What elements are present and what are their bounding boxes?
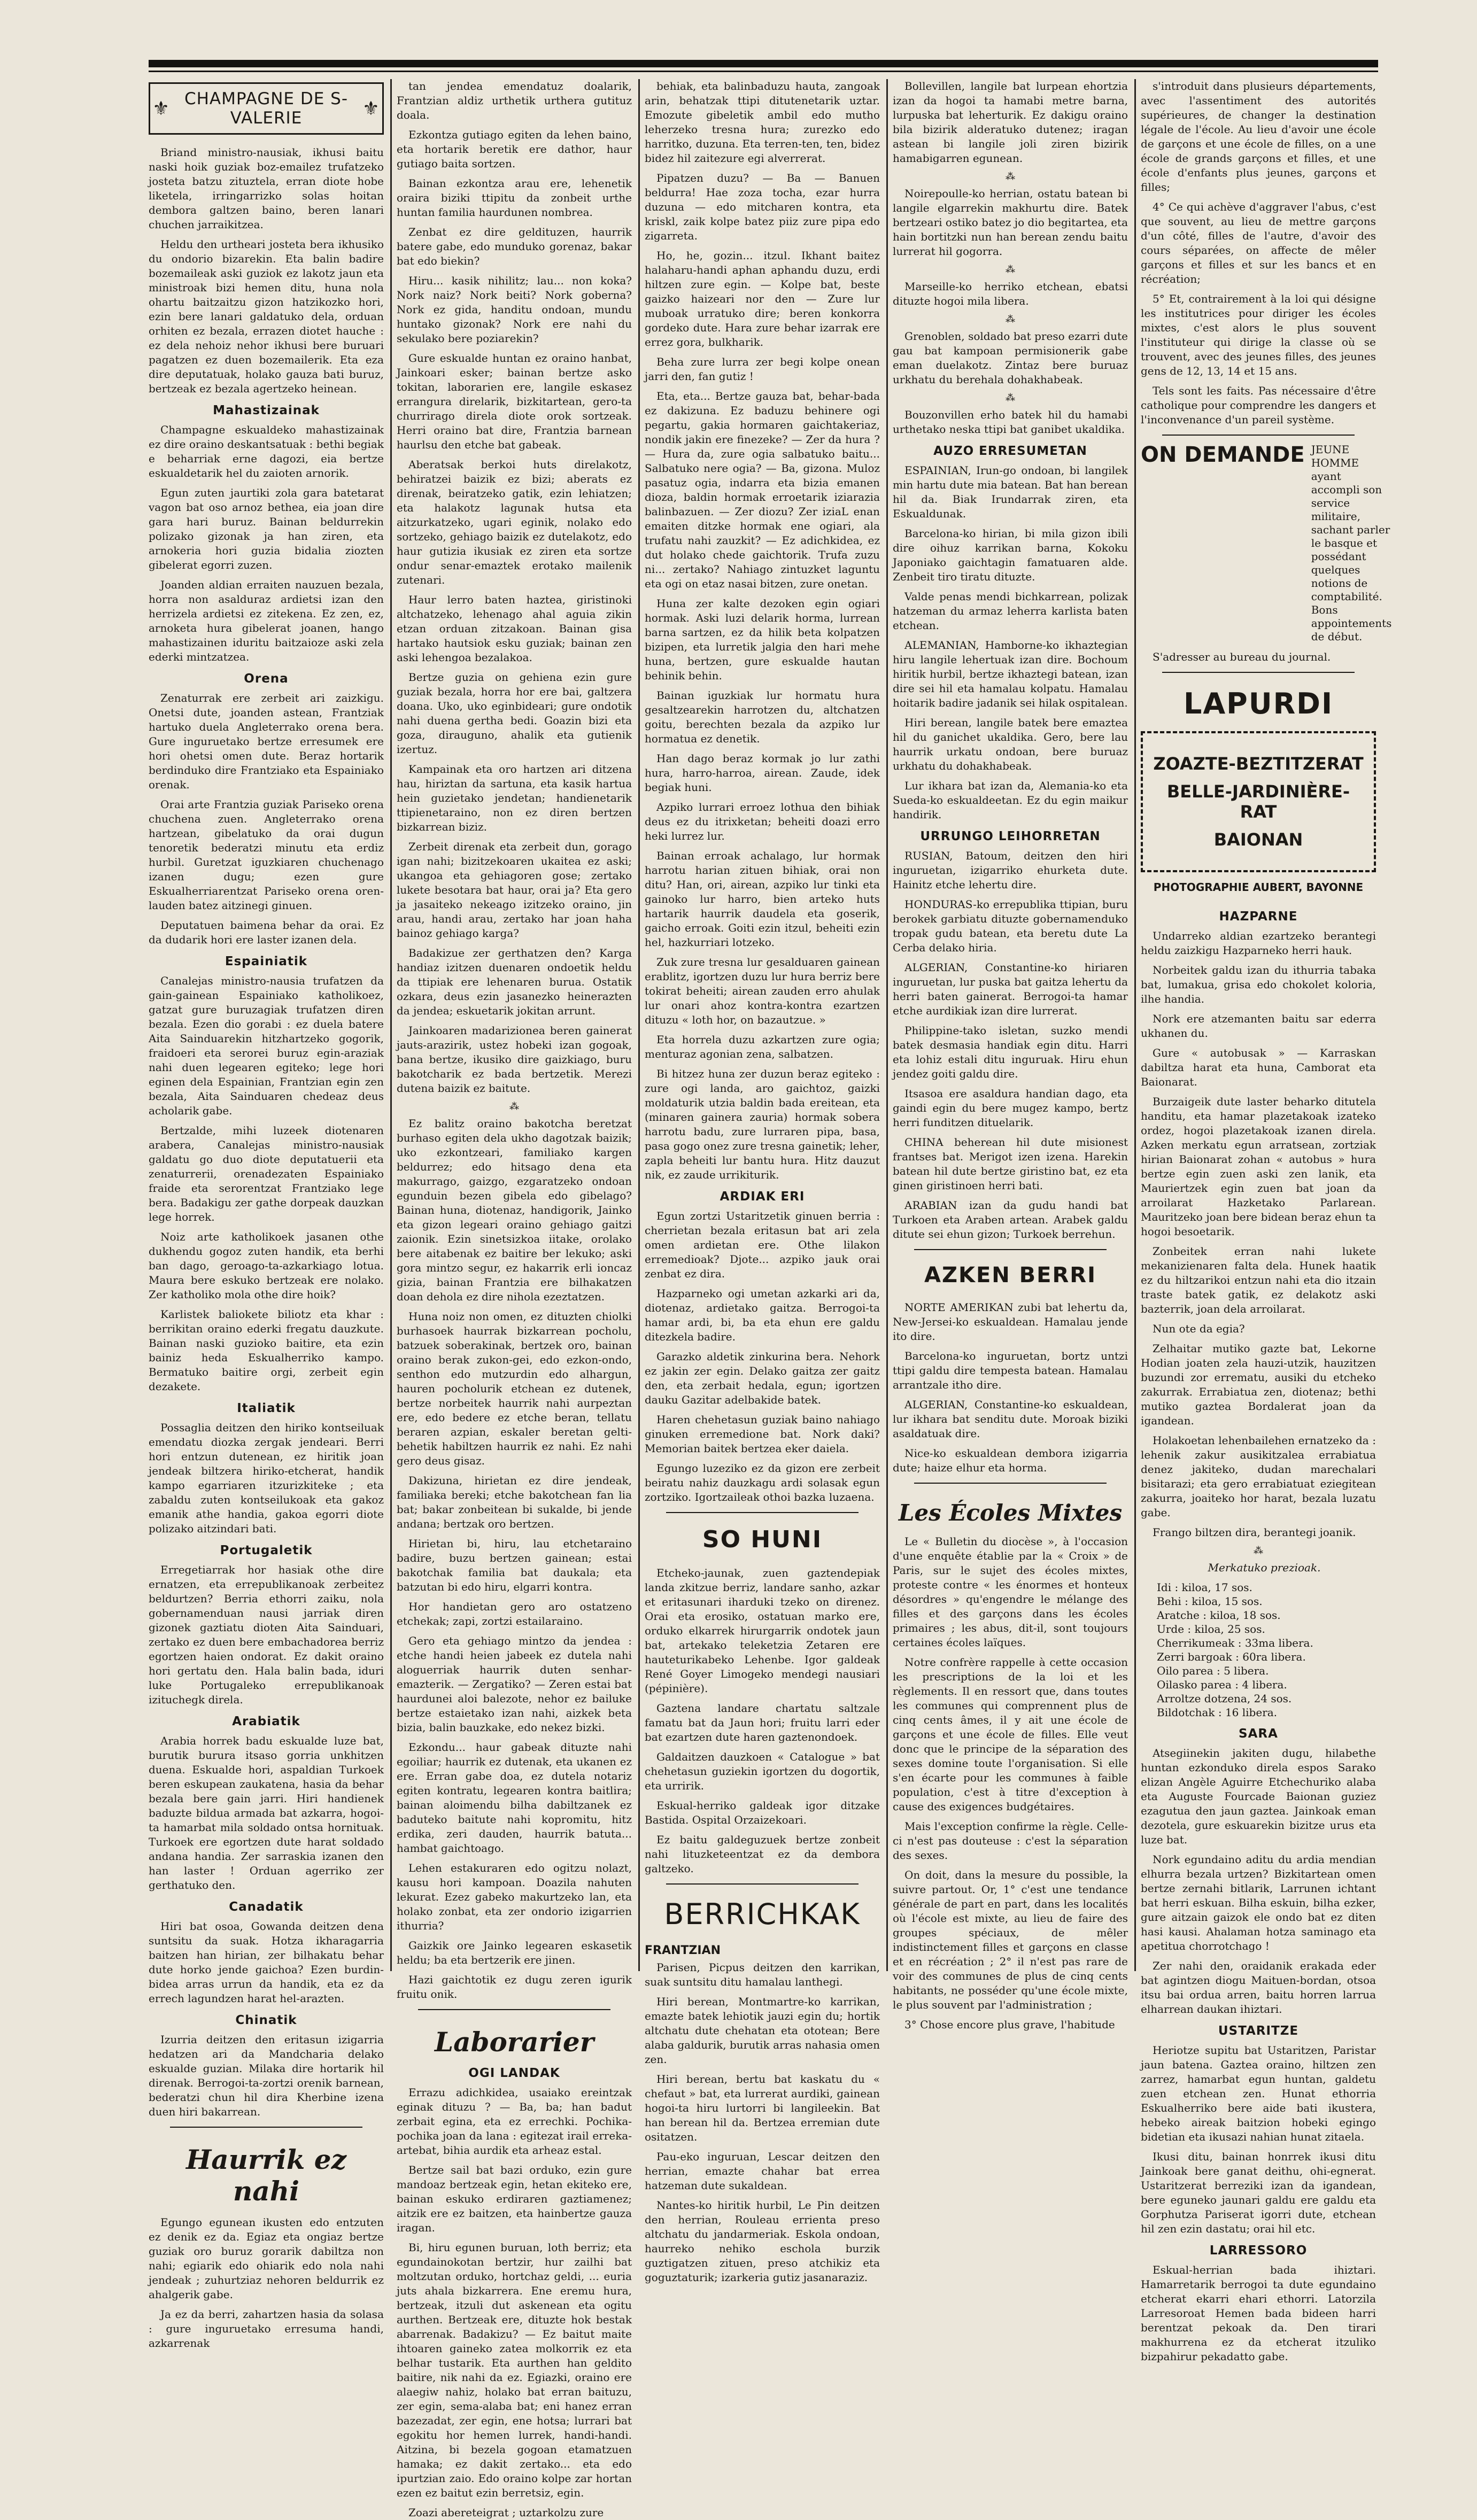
article-paragraph: Arabia horrek badu eskualde luze bat, burutik burura itsaso gorria unkhitzen duena. Eskualde hori, aspaldian Turkoek beren eskupean zaukatena, hasia da behar bezala bere gain jarri. Hiri handienek baduzte bildua armada bat azkarra, hogoi-ta hamarbat mila soldado ontsa hornituak. Turkoek ere egortzen dute harat soldado andana handia. Zer sarraskia izanen den han laster ! Orduan agerriko zer gerthatuko den. xyxy=(149,1734,384,1891)
fleur-de-lis-icon: ⚜ xyxy=(362,97,380,120)
article-paragraph: Bainan iguzkiak lur hormatu hura gesaltzearekin harrotzen du, altchatzen goitu, berechten bezala da azpiko lur hormatua ez denetik. xyxy=(645,689,880,745)
article-paragraph: ARABIAN izan da gudu handi bat Turkoen eta Araben artean. Arabek galdu ditute sei ehun gizon; Turkoek berrehun. xyxy=(893,1199,1128,1240)
article-paragraph: ESPAINIAN, Irun-go ondoan, bi langilek min hartu dute mia batean. Bat han berean hil da. Biak Irundarrak ziren, eta Eskualdunak. xyxy=(893,464,1128,520)
price-row: Oilo parea : 5 libera. xyxy=(1157,1664,1269,1677)
article-paragraph: Hiri berean, Montmartre-ko karrikan, emazte batek lehiotik jauzi egin du; hortik altchatu dute chehatan eta ototean; Bere alaba galdurik, burutik arras nahasia omen zen. xyxy=(645,1995,880,2066)
newspaper-page xyxy=(149,60,1392,2519)
article-paragraph: Hiri berean, bertu bat kaskatu du « chefaut » bat, eta lurrerat aurdiki, gainean hogoi-ta hiru lurtorri bi langileekin. Bat han berean hil da. Bertzea erremian dute ositatzen. xyxy=(645,2073,880,2143)
article-paragraph: Bertze guzia on gehiena ezin gure guziak bezala, horra hor ere bai, galtzera doana. Uko, uko eginbideari; gure ondotik nahi duena gertha bedi. Goazin bizi eta goza, dirauguno, ahalik eta gutienik izertuz. xyxy=(397,671,632,756)
classified-ad-on-demande xyxy=(1141,443,1392,643)
asterism-divider: ⁂ xyxy=(1254,1545,1263,1556)
article-paragraph: Huna noiz non omen, ez dituzten chiolki burhasoek haurrak bizkarrean pocholu, batzuek soberakinak, bertzek oro, bainan oraino berak zukon-gei, edo ezkon-ondo, senthon edo mutzurdin edo alhargun, hauren pocholurik etchean ez dutenek, bertze norbeitek haurrik nahi aurpeztan ere, edo bedere ez etche beran, tellatu beraren azpian, eskaler beretan gelti-behetik habiltzen haurrik ez nahi. Ez nahi gero deus gisaz. xyxy=(397,1310,632,1467)
article-paragraph: Zerbeit direnak eta zerbeit dun, gorago igan nahi; bizitzekoaren ukaitea ez aski; ukangoa eta gehiagoren gose; zertako lukete besotara bat haur, orai ja? Eta gero ja jasaiteko nekeago izitzeko oraino, jin arau, handi arau, zertako har joan haha bainoz gehiago karga? xyxy=(397,840,632,940)
divider-line xyxy=(914,1249,1107,1250)
article-paragraph: 3° Chose encore plus grave, l'habitude xyxy=(904,2018,1115,2031)
section-heading: HAZPARNE xyxy=(1219,910,1298,924)
column-5 xyxy=(1141,79,1392,2363)
article-paragraph: Notre confrère rappelle à cette occasion les prescriptions de la loi et les règlements. Il en ressort que, dans toutes les communes qui comprennent plus de cinq cents âmes, il y ait une école de garçons et une école de filles. Elle veut donc que le principe de la séparation des sexes domine toute l'organisation. Si elle s'en écarte pour les communes à faible population, c'est à titre d'exception à cause des exigences budgétaires. xyxy=(893,1656,1128,1813)
section-heading: Mahastizainak xyxy=(213,404,320,417)
article-paragraph: Ezkontza gutiago egiten da lehen baino, eta hortarik beretik ere dathor, haur gutiago baita sortzen. xyxy=(397,128,632,170)
article-paragraph: Parisen, Picpus deitzen den karrikan, suak suntsitu ditu hamalau lanthegi. xyxy=(645,1961,880,1988)
article-paragraph: Hazparneko ogi umetan azkarki ari da, diotenaz, ardietako gaitza. Berrogoi-ta hamar ardi, bi, ba eta ehun ere galdu ditezkela badire. xyxy=(645,1287,880,1343)
article-paragraph: Orai arte Frantzia guziak Pariseko orena chuchena zuen. Angleterrako orena hartzean, gibelatuko da orai dugun tenoretik bederatzi minutu eta erdiz hurbil. Guretzat iguzkiaren chuchenago izanen dugu; ezen gure Eskualherriarentzat Pariseko orena oren-lauden batez aitzinegi ginuen. xyxy=(149,798,384,912)
article-paragraph: Philippine-tako isletan, suzko mendi batek desmasia handiak egin ditu. Harri eta lohiz estali ditu inguruak. Hiru ehun jendez goiti galdu dire. xyxy=(893,1024,1128,1080)
article-paragraph: Erregetiarrak hor hasiak othe dire ernatzen, eta errepublikanoak zerbeitez beldurtzen? Berria ethorri zaiku, nola gobernamenduan nausi jarriak diren gizonek gaztiatu dioten Aita Sainduari, zertako ez duen bere embachadorea berriz egortzen haien ondorat. Ez dakit oraino hori gertatu den. Hala balin bada, iduri luke Portugaleko errepublikanoak izituchegk direla. xyxy=(149,1563,384,1706)
article-paragraph: Ja ez da berri, zahartzen hasia da solasa : gure inguruetako erresuma handi, azkarrenak xyxy=(149,2308,384,2350)
article-paragraph: CHINA beherean hil dute misionest frantses bat. Merigot izen izena. Harekin batean hil dute bertze giristino bat, ez eta ginen giristinoen herri bati. xyxy=(893,1136,1128,1192)
article-paragraph: Bertzalde, mihi luzeek diotenaren arabera, Canalejas ministro-nausiak galdatu go duo diote deputatuerii eta zenaturrerii, orenadezaten Espainiako fraide eta serorentzat Frantziako lege bera. Badakigu zer gathe dorpeak dauzkan lege horrek. xyxy=(149,1124,384,1223)
ad-line: BAIONAN xyxy=(1213,829,1303,850)
article-paragraph: Atsegiinekin jakiten dugu, hilabethe huntan ezkonduko direla espos Sarako elizan Angèle Aguirre Etchechuriko alaba eta Auguste Fourcade Baionan guziez ezagutua den jaun gaztea. Jainkoak eman dezotela, gure eskuarekin bizitze urus eta luze bat. xyxy=(1141,1747,1376,1846)
price-row: Zerri bargoak : 60ra libera. xyxy=(1157,1650,1306,1663)
article-paragraph: Egun zortzi Ustaritzetik ginuen berria : cherrietan bezala eritasun bat ari zela omen ardietan ere. Othe lilakon erremedioak? Djote... azpiko jauk orai zenbat ez dira. xyxy=(645,1209,880,1280)
article-paragraph: Hazi gaichtotik ez dugu zeren igurik fruitu onik. xyxy=(397,1973,632,2001)
price-row: Bildotchak : 16 libera. xyxy=(1157,1706,1278,1719)
article-paragraph: Hiri berean, langile batek bere emaztea hil du ganichet ukaldika. Gero, bere lau haurrik urkatu ondoan, bere buruaz urkhatu du dohakhabeak. xyxy=(893,716,1128,772)
article-paragraph: 5° Et, contrairement à la loi qui désigne les institutrices pour diriger les écoles mixtes, c'est alors le plus souvent l'instituteur qui dirige la classe où se trouvent, avec des jeunes filles, des jeunes gens de 12, 13, 14 et 15 ans. xyxy=(1141,292,1376,377)
article-paragraph: Nice-ko eskualdean dembora izigarria dute; haize elhur eta horma. xyxy=(893,1447,1128,1474)
article-paragraph: Gaztena landare chartatu saltzale famatu bat da Jaun hori; fruitu larri eder bat ezartzen dute haren gaztenondoek. xyxy=(645,1702,880,1743)
section-heading: Italiatik xyxy=(237,1401,296,1415)
article-paragraph: Grenoblen, soldado bat preso ezarri dute gau bat kampoan permisionerik gabe eman duelakotz. Zintaz bere buruaz urkhatu du berehala dohakhabeak. xyxy=(893,330,1128,386)
article-paragraph: Zer nahi den, oraidanik erakada eder bat agintzen diogu Maituen-bordan, otsoa itsu bai ordua arren, baitu horren larrua elharrean daukan ihiztari. xyxy=(1141,1959,1376,2015)
article-paragraph: Zoazi abereteigrat ; uztarkolzu zure xyxy=(408,2506,604,2519)
article-paragraph: Possaglia deitzen den hiriko kontseiluak emendatu diozka zergak jendeari. Berri hori entzun dutenean, ez hiritik joan jendeak biltzera hiriko-etcherat, handik kampo egarriaren itzurizkiteke ; eta zabaldu zuten kontseilukoak eta gakoz emanik athe handia, gakoa egorri diote polizako aitzindari bati. xyxy=(149,1421,384,1535)
article-paragraph: Badakizue zer gerthatzen den? Karga handiaz izitzen duenaren ondoetik heldu da ttipiak ere lehenaren burua. Ostatik ozkara, deus ezin jasanezko heinerazten da jendea; eskuetarik jokitan arrunt. xyxy=(397,947,632,1017)
article-paragraph: Nun ote da egia? xyxy=(1153,1322,1245,1335)
so-huni-title: SO HUNI xyxy=(702,1526,823,1553)
article-paragraph: Eskual-herrian bada ihiztari. Hamarretarik berrogoi ta dute egundaino etcherat ekarri ehari ethorri. Latorzila Larresoroat Hemen bada bideen harri berentzat pekoak da. Den tirari makhurrena ez da etcherat itzuliko bizpahirur pekadatto gabe. xyxy=(1141,2263,1376,2363)
column-3 xyxy=(645,79,880,2284)
article-paragraph: Nantes-ko hiritik hurbil, Le Pin deitzen den herrian, Rouleau errienta preso altchatu du jandarmeriak. Eskola ondoan, haurreko nehiko eschola burzik guztigatzen zituen, preso atchikiz eta goguztaturik; izarkeria gutiz jasanaraziz. xyxy=(645,2199,880,2284)
article-paragraph: Zelhaitar mutiko gazte bat, Lekorne Hodian joaten zela hauzi-utzik, hauzitzen buzundi zor errematu, ausiki du etcheko zakurrak. Errabiatua zen, diotenaz; bethi mutiko gaztea Bordalerat joan da igandean. xyxy=(1141,1342,1376,1427)
on-demande-title: ON DEMANDE xyxy=(1141,443,1305,467)
asterism-divider: ⁂ xyxy=(1006,392,1015,404)
article-paragraph: ALGERIAN, Constantine-ko hiriaren inguruetan, lur puska bat gaitza lehertu da herri baten gainerat. Berrogoi-ta hamar etche aurdikiak izan dire lurrerat. xyxy=(893,961,1128,1017)
column-separator xyxy=(886,79,888,1971)
article-paragraph: Joanden aldian erraiten nauzuen bezala, horra non asalduraz ardietsi izan den herrizela ardietsi ez zitekena. Ez zen, ez, arnoketa hura gibelerat joanen, hango mahastizainen iduritu baitzaioze aski zela ederki mintzatzea. xyxy=(149,578,384,663)
article-paragraph: Gaizkik ore Jainko legearen eskasetik heldu; ba eta bertzerik ere jinen. xyxy=(397,1939,632,1966)
article-paragraph: Huna zer kalte dezoken egin ogiari hormak. Aski luzi delarik horma, lurrean barna sartzen, ez da hilik beta kolpatzen bizipen, eta lurretik jalgia den hari mehe huna, bertzen, gure eskualde hautan behinik behin. xyxy=(645,597,880,682)
article-paragraph: Ikusi ditu, bainan honrrek ikusi ditu Jainkoak bere ganat deithu, ohi-egnerat. Ustaritzerat berreziki izan da igandean, bere eguneko jaunari galdu ere galdu eta Gorphutza Pariserat igorri dute, etchean hil zen ezin dastatu; orai hil etc. xyxy=(1141,2150,1376,2235)
article-paragraph: Champagne eskualdeko mahastizainak ez dire oraino deskantsatuak : bethi begiak e beharriak erne dagozi, eia bertze eskualdetarik hel du zaioten arnorik. xyxy=(149,423,384,479)
article-paragraph: Ezkondu... haur gabeak dituzte nahi egoiliar; haurrik ez dutenak, eta ukanen ez ere. Erran gabe doa, ez dutela notariz egiten kontratu, legearen kontra baitlira; bainan aloimendu bilha dabiltzanek ez baduteko baitute nahi kopromitu, hitz erdika, zeri dauden, haurrik batuta... hambat gaichtoago. xyxy=(397,1741,632,1855)
section-heading: ARDIAK ERI xyxy=(720,1190,805,1204)
article-paragraph: Dakizuna, hirietan ez dire jendeak, familiaka bereki; etche bakotchean fan lia bat; bakar zonbeitean bi sukalde, bi jende andana; bertzak oro bertzen. xyxy=(397,1474,632,1530)
article-paragraph: Norbeitek galdu izan du ithurria tabaka bat, lumakua, grisa edo chokolet koloria, ilhe handia. xyxy=(1141,964,1376,1005)
article-paragraph: Eta horrela duzu azkartzen zure ogia; menturaz agonian zena, salbatzen. xyxy=(645,1033,880,1060)
article-paragraph: Frango biltzen dira, berantegi joanik. xyxy=(1153,1526,1356,1539)
price-row: Arroltze dotzena, 24 sos. xyxy=(1157,1692,1292,1705)
section-heading: Chinatik xyxy=(235,2013,297,2027)
column-1 xyxy=(149,79,384,2350)
article-paragraph: Tels sont les faits. Pas nécessaire d'être catholique pour comprendre les dangers et l'inconvenance d'un pareil système. xyxy=(1141,384,1376,426)
article-paragraph: Han dago beraz kormak jo lur zathi hura, harro-harroa, airean. Zaude, idek begiak huni. xyxy=(645,752,880,794)
section-heading: LARRESSORO xyxy=(1209,2244,1308,2258)
article-paragraph: Bollevillen, langile bat lurpean ehortzia izan da hogoi ta hamabi metre barna, lurpuska bat leherturik. Ez dakigu oraino bila bizirik alderatuko dutenez; iragan astean bi langile joli ziren bizirik hamabigarren egunean. xyxy=(893,80,1128,165)
article-paragraph: Itsasoa ere asaldura handian dago, eta gaindi egin du bere mugez kampo, bertz herri funditzen dituelarik. xyxy=(893,1087,1128,1129)
article-paragraph: Egun zuten jaurtiki zola gara batetarat vagon bat oso arnoz bethea, eia joan dire gara hari buruz. Bainan beldurrekin polizako gizonak ja han ziren, eta arnokeria hori guzia bidalia ziozten gibelerat egorri zuzen. xyxy=(149,486,384,571)
article-paragraph: Ho, he, gozin... itzul. Ikhant baitez halaharu-handi aphan aphandu duzu, erdi hiltzen zure egin. — Kolpe bat, beste gaizko haizeari nor den — Zure lur muboak urratuko dire; beren konkorra gordeko dute. Hara zure behar izarrak ere errez gora, bulkharik. xyxy=(645,249,880,348)
divider-line xyxy=(1162,672,1355,673)
belle-jardiniere-ad xyxy=(1141,731,1376,872)
article-paragraph: Noiz arte katholikoek jasanen othe dukhendu gogoz zuten handik, eta berhi ban dago, geroago-ta-azkarkiago lotua. Maura bere eskuko bertzeak ere nolako. Zer katholiko mola othe dire hoik? xyxy=(149,1230,384,1301)
article-paragraph: NORTE AMERIKAN zubi bat lehertu da, New-Jersei-ko eskualdean. Hamalau jende ito dire. xyxy=(893,1301,1128,1343)
article-paragraph: Ez balitz oraino bakotcha beretzat burhaso egiten dela ukho dagotzak baizik; uko ezkontzeari, familiako kargen beldurrez; edo hitsago dena eta makurrago, gaizgo, ezgaratzeko ondoan egunduin bezen gibela edo gibelago? Bainan huna, diotenaz, handigorik, Jainko eta gizon legeari oraino gehiago gaitzi zaionik. Ezin sinetsizkoa iitake, orolako bere aitabenak ez baitire ber lekuko; aski gora mintzo segur, ez hakarrik erli ioncaz gizia, bainan Frantzia ere bilhakatzen doan dehola ez dire nihola ezeztatzen. xyxy=(397,1117,632,1303)
article-paragraph: Ez baitu galdeguzuek bertze zonbeit nahi lituzketeentzat ez da dembora galtzeko. xyxy=(645,1833,880,1875)
article-paragraph: Briand ministro-nausiak, ikhusi baitu naski hoik guziak boz-emailez trufatzeko josteta batzu zituztela, erran diote hobe liketela, irringarrizko solas hoitan dembora galtzen baino, beren lanari chuchen jarraikitzea. xyxy=(149,146,384,231)
fleur-de-lis-icon: ⚜ xyxy=(152,97,171,120)
section-heading: USTARITZE xyxy=(1218,2024,1299,2038)
berrichkak-title: BERRICHKAK xyxy=(664,1897,861,1931)
article-paragraph: On doit, dans la mesure du possible, la suivre partout. Or, 1° c'est une tendance générale de part en part, dans les localités où l'école est mixte, au lieu de faire des groupes spéciaux, de mêler indistinctement filles et garçons en classe et en récréation ; 2° il n'est pas rare de voir des communes de plus de cinq cents habitants, ne posséder qu'une école mixte, le plus souvent par l'administration ; xyxy=(893,1868,1128,2011)
column-separator xyxy=(638,79,640,1971)
article-paragraph: Undarreko aldian ezartzeko berantegi heldu zaizkigu Hazparneko herri hauk. xyxy=(1141,929,1376,957)
article-paragraph: Zonbeitek erran nahi lukete mekanizienaren falta dela. Hunek haatik ez du hiltzarikoi entzun nahi eta dio itzain traste batek gatik, ez delakotz aski bazterrik, joan dela arroilarat. xyxy=(1141,1245,1376,1315)
article-paragraph: Lehen estakuraren edo ogitzu nolazt, kausu hori kampoan. Doazila nahuten lekurat. Ezez gabeko makurtzeko lan, eta holako zonbat, eta zer ondorio izigarrien ithurria? xyxy=(397,1862,632,1932)
top-rule xyxy=(149,60,1378,67)
article-paragraph: Aberatsak berkoi huts direlakotz, behiratzei baizik ez bizi; aberats ez direnak, beiratzeko gatik, ezin lehiatzen; eta halakotz lagunak hutsa eta aitzurkatzeko, ugari eginik, nolako edo sortzeko, gehiago baizik ez dutelakotz, edo haur gutizia ikusiak ez ziren eta sortze ondur senar-emaztek erotako mailenik zutenari. xyxy=(397,458,632,586)
section-heading: SARA xyxy=(1239,1727,1278,1741)
price-row: Idi : kiloa, 17 sos. xyxy=(1157,1581,1252,1594)
article-paragraph: Nork egundaino aditu du ardia mendian elhurra bezala urtzen? Bizkitartean omen bertze zernahi bitlarik, Larrunen ichtant bat herri eskuan. Bilha eskuin, bilha ezker, gure aitzain gaizok ele ondo bat ez diten hasi kausi. Ahalaman hotza saminago eta apetitua chorrotchago ! xyxy=(1141,1853,1376,1952)
article-paragraph: Barcelona-ko hirian, bi mila gizon ibili dire oihuz karrikan barna, Kokoku Japoniako gaichtagin famatuaren alde. Zenbeit tiro tiratu dituzte. xyxy=(893,527,1128,583)
section-heading: AUZO ERRESUMETAN xyxy=(933,444,1087,458)
article-paragraph: Galdaitzen dauzkoen « Catalogue » bat chehetasun guziekin igortzen du dogortik, eta urririk. xyxy=(645,1750,880,1792)
section-heading: URRUNGO LEIHORRETAN xyxy=(920,829,1101,843)
asterism-divider: ⁂ xyxy=(1006,171,1015,182)
prices-title: Merkatuko prezioak. xyxy=(1208,1561,1321,1574)
ecoles-mixtes-title: Les Écoles Mixtes xyxy=(898,1500,1123,1526)
article-paragraph: Mais l'exception confirme la règle. Celle-ci n'est pas douteuse : c'est la séparation des sexes. xyxy=(893,1820,1128,1862)
haurrik-title: Haurrik ez nahi xyxy=(186,2144,346,2207)
article-paragraph: Hiri bat osoa, Gowanda deitzen dena suntsitu da suak. Hotza ikharagarria baitzen han hirian, zer bilhakatu behar dute horko jende gaichoa? Ezen burdin-bidea arras urrun da handik, eta ez da errech lagundzen harat hel-arazten. xyxy=(149,1920,384,2005)
article-paragraph: ALGERIAN, Constantine-ko eskualdean, lur ikhara bat senditu dute. Moroak biziki asaldatuak dire. xyxy=(893,1398,1128,1440)
article-paragraph: Eskual-herriko galdeak igor ditzake Bastida. Ospital Orzaizekoari. xyxy=(645,1799,880,1826)
photographie-credit: PHOTOGRAPHIE AUBERT, BAYONNE xyxy=(1153,881,1364,894)
article-paragraph: Haren chehetasun guziak baino nahiago ginuken erremedione bat. Nork daki? Memorian baitek bertzea eker daiela. xyxy=(645,1413,880,1455)
article-paragraph: Bi hitzez huna zer duzun beraz egiteko : zure ogi landa, aro gaichtoz, gaizki moldaturik utzia baldin bada ereitean, eta (minaren gainera zauria) hormak sobera harrotu badu, zure lurraren pipa, basa, pasa gogo onez zure tresna gainetik; leher, zapla beheiti lur bantu hura. Hitz dauzut nik, ez zaude urrikiturik. xyxy=(645,1067,880,1181)
section-heading: OGI LANDAK xyxy=(468,2066,560,2080)
section-heading: Portugaletik xyxy=(220,1544,313,1557)
article-paragraph: Zenaturrak ere zerbeit ari zaizkigu. Onetsi dute, joanden astean, Frantziak hartuko duela Angleterrako orena bera. Gure inguruetako bertze erresumek ere hori ohetsi omen dute. Beraz hortarik berdinduko dire Frantziako eta Espainiako orenak. xyxy=(149,692,384,791)
divider-line xyxy=(170,2127,362,2128)
article-paragraph: ALEMANIAN, Hamborne-ko ikhaztegian hiru langile lehertuak izan dire. Bochoum hiritik hurbil, bertze ikhaztegi batean, izan dire sei hil eta hamalau kolpatu. Hamalau hoitarik badire jadanik sei hilak ospitalean. xyxy=(893,639,1128,709)
divider-line xyxy=(418,2009,610,2010)
article-paragraph: Burzaigeik dute laster beharko ditutela handitu, eta hamar plazetakoak izateko ordez, hogoi plazetakoak izanen direla. Azken merkatu egun arratsean, zortziak hirian Baionarat zohan « autobus » hura bertze egin zuen aski zen lanik, eta Mauriertzek egin zuen bat joan da arroilarat Hazketako Parlarean. Mauritzeko joan bere bidean beraz ehun ta hogoi besoetarik. xyxy=(1141,1095,1376,1238)
asterism-divider: ⁂ xyxy=(1006,314,1015,325)
lapurdi-title: LAPURDI xyxy=(1183,687,1334,720)
price-row: Urde : kiloa, 25 sos. xyxy=(1157,1623,1265,1635)
divider-line xyxy=(666,1512,859,1513)
masthead-champagne: ⚜ CHAMPAGNE DE S-VALERIE ⚜ xyxy=(149,82,384,135)
article-paragraph: Hiru... kasik nihilitz; lau... non koka? Nork naiz? Nork beiti? Nork goberna? Nork ez gida, handitu ondoan, mundu huntako gizonak? Nork ere nahi du sekulako bere poziarekin? xyxy=(397,274,632,345)
article-paragraph: RUSIAN, Batoum, deitzen den hiri inguruetan, izigarriko ehurketa dute. Hainitz etche lehertu dire. xyxy=(893,849,1128,891)
article-paragraph: Hor handietan gero aro ostatzeno etchekak; zapi, zortzi estailaraino. xyxy=(397,1600,632,1627)
top-rule-thin xyxy=(149,71,1378,72)
ad-line: BELLE-JARDINIÈRE-RAT xyxy=(1166,781,1350,822)
article-paragraph: Etcheko-jaunak, zuen gaztendepiak landa zkitzue berriz, landare sanho, azkar et eritasunari iharduki tzeko on direnez. Orai eta erosiko, ostatuan marko ere, orduko elkarrek hirurgarrik ondotek jaun bat, artekako teleketzia Zetaren ere hauteturikabeko Lehenbe. Igor galdeak René Goyer Limogeko mendegi nausiari (pépinière). xyxy=(645,1567,880,1695)
article-paragraph: Errazu adichkidea, usaiako ereintzak eginak dituzu ? — Ba, ba; han badut zerbait egina, eta ez errechki. Pochika-pochika joan da lana : egitezat irail erreka-artebat, bihia aurdik eta arheaz estal. xyxy=(397,2086,632,2157)
article-paragraph: Karlistek baliokete biliotz eta khar : berrikitan oraino ederki fregatu dauzkute. Bainan naski guzioko baitire, eta ezin bainiz heda Eskualherriko kampo. Bermatuko baitire orgi, zerbeit egin dezakete. xyxy=(149,1308,384,1393)
article-paragraph: Bainan ezkontza arau ere, lehenetik oraira biziki ttipitu da zonbeit urthe huntan familia haurdunen nombrea. xyxy=(397,177,632,219)
article-paragraph: Eta, eta... Bertze gauza bat, behar-bada ez dakizuna. Ez baduzu behinere ogi pegartu, gakia hormaren gaichtakeriaz, nondik jakin ere finezeke? — Zer da hura ? — Hura da, zure ogia salbatuko baitu... Salbatuko nere ogia? — Ba, gizona. Muloz pasatuz ogia, indarra eta bizia emanen dioza, baldin hormak erroetarik iziarazia balinbazuen. — Zer diozu? Zer iziaL enan emaiten ditzke hormak ene ogiari, ala trufatu nahi zauzkit? — Ez adichkidea, ez dut holako chede gaichtorik. Trufa zuzu ni... zertako? Nahiago zintuzket laguntu eta ogi on etaz nasai bitzen, zure onetan. xyxy=(645,390,880,590)
article-paragraph: Pau-eko inguruan, Lescar deitzen den herrian, emazte chahar bat errea hatzeman dute sukaldean. xyxy=(645,2150,880,2192)
article-paragraph: Zuk zure tresna lur gesalduaren gainean erablitz, igortzen duzu lur hura berriz bere tokirat beheiti; airean zauden erro ahulak lur onari ahoz kontra-kontra ezartzen dituzu « loth hor, on bazautzue. » xyxy=(645,956,880,1026)
article-paragraph: Canalejas ministro-nausia trufatzen da gain-gainean Espainiako katholikoez, gatzat gure buruzagiak trufatzen diren bezala. Ezen dio gorabi : ez duela batere Aita Sainduarekin hitzhartzeko gogorik, fraidoeri eta serorei buruz egin-araziak nahi duen legearen egiteko; lege hori eginen dela Espainian, Frantzian egin zen bezala, Aita Sainduaren chedeaz deus acholarik gabe. xyxy=(149,974,384,1117)
laborarier-title: Laborarier xyxy=(434,2026,594,2058)
on-demande-address: S'adresser au bureau du journal. xyxy=(1153,650,1331,663)
article-paragraph: Egungo egunean ikusten edo entzuten ez denik ez da. Egiaz eta ongiaz bertze guziak oro buruz gorarik dabiltza non nahi; egiarik edo ohiarik edo nola nahi jendeak ; zuhurtziaz nehoren beldurrik ez ahalgerik gabe. xyxy=(149,2216,384,2301)
article-paragraph: Egungo luzeziko ez da gizon ere zerbeit beiratu nahiz dauzkagu ardi solasak egun zortziko. Igortzaileak othoi bazka luzaena. xyxy=(645,1462,880,1503)
article-paragraph: Azpiko lurrari erroez lothua den bihiak deus ez du itrixketan; beheiti doazi erro heki lurrez lur. xyxy=(645,801,880,842)
article-paragraph: Zenbat ez dire geldituzen, haurrik batere gabe, edo munduko gorenaz, bakar bat edo biekin? xyxy=(397,226,632,267)
article-paragraph: 4° Ce qui achève d'aggraver l'abus, c'est que souvent, au lieu de mettre garçons d'un côté, filles de l'autre, d'avoir des cours séparées, on affecte de mêler garçons et filles et sur les bancs et en récréation; xyxy=(1141,200,1376,285)
article-paragraph: Le « Bulletin du diocèse », à l'occasion d'une enquête établie par la « Croix » de Paris, sur le sujet des écoles mixtes, proteste contre « les énormes et honteux désordres » qu'engendre le mélange des filles et des garçons dans les écoles primaires ; les abus, dit-il, sont toujours certaines écoles laïques. xyxy=(893,1535,1128,1649)
article-paragraph: Heriotze supitu bat Ustaritzen, Paristar jaun batena. Gaztea oraino, hiltzen zen zarrez, hamarbat egun huntan, galdetu zuen etchean zen. Hunat ethorria Eskualherriko bere aide bati ikustera, hebeko aireak baitzion hobeki egingo bidetian eta ikusazi nahian hunat zitaela. xyxy=(1141,2044,1376,2143)
article-paragraph: Hirietan bi, hiru, lau etchetaraino badire, buzu bertzen gainean; estai bakotchak familia bat daukala; eta batzutan bi edo hiru, elgarri kontra. xyxy=(397,1537,632,1593)
divider-line xyxy=(666,1883,859,1885)
article-paragraph: Heldu den urtheari josteta bera ikhusiko du ondorio bizarekin. Eta balin badire bozemaileak aski guziok ez lakotz jaun eta ministroak bizi hemen ditu, huna nola ohartu baitzaitzu gizon hatzikozko hori, ezin bere lanari galdatuko dela, orduan orhiten ez bezala, errazen diotet hauche : ez dela nehoiz nehor ikhusi bere buruari pagatzen ez duen bozemailerik. Eta eza dire deputatuak, holako gauza bati buruz, bertzeak ez bezala agertzeko heinean. xyxy=(149,238,384,395)
article-paragraph: Bouzonvillen erho batek hil du hamabi urthetako neska ttipi bat ganibet ukaldika. xyxy=(893,408,1128,436)
azken-berri-title: AZKEN BERRI xyxy=(924,1263,1096,1288)
article-paragraph: Gure eskualde huntan ez oraino hanbat, Jainkoari esker; bainan bertze asko tokitan, laborarien ere, langile eskasez errangura direlarik, bizkitartean, gero-ta churrirago direla diote orok sortzeak. Herri oraino bat dire, Frantzia barnean haurlsu den etche bat gabeak. xyxy=(397,352,632,451)
article-paragraph: Beha zure lurra zer begi kolpe onean jarri den, fan gutiz ! xyxy=(645,355,880,383)
article-paragraph: Pipatzen duzu? — Ba — Banuen beldurra! Hae zoza tocha, ezar hurra duzuna — edo mitcharen kontra, eta kriskl, zaik kolpe batez piiz zure pipa edo zigarreta. xyxy=(645,172,880,242)
article-paragraph: Lur ikhara bat izan da, Alemania-ko eta Sueda-ko eskualdeetan. Ez du egin maikur handirik. xyxy=(893,779,1128,821)
price-row: Aratche : kiloa, 18 sos. xyxy=(1157,1609,1281,1622)
price-row: Behi : kiloa, 15 sos. xyxy=(1157,1595,1263,1608)
article-paragraph: Bi, hiru egunen buruan, loth berriz; eta egundainokotan bertzir, hur zailhi bat moltzutan orduko, hortchaz geldi, ... euria juts ahala bizkarrera. Ene eremu hura, bertzeak, itzuli dut askenean eta ogitu aurthen. Bertzeak ere, dituzte hok bestak abarrenak. Badakizu? — Ez baitut maite ihtoaren gaineko zatea molkorrik ez eta belhar tustarik. Eta aurthen han geldito baitire, nik nahi da ez. Egiazki, oraino ere alaegiw nahiz, holako bat erran baituzu, zer egin, sema-alaba bat; eni hanez erran bazezadat, zer egin, ene hotsa; lurrari bat egokitu hor hemen lurrek, handi-handi. Aitzina, bi bezela gogoan etamatzuen hamaka; ez dakit zertako... eta edo ipurtzian zaio. Edo oraino kolpe zar hortan ezen ez baitut ezin berretsiz, egin. xyxy=(397,2241,632,2499)
section-heading: Espainiatik xyxy=(225,955,308,968)
price-row: Cherrikumeak : 33ma libera. xyxy=(1157,1637,1313,1649)
article-paragraph: s'introduit dans plusieurs départements, avec l'assentiment des autorités supérieures, de changer la destination légale de l'école. Au lieu d'avoir une école de garçons et une école de filles, on a une école de grands garçons et filles, et une école d'enfants plus jeunes, garçons et filles; xyxy=(1141,80,1376,193)
article-paragraph: Noirepoulle-ko herrian, ostatu batean bi langile elgarrekin makhurtu dire. Batek bertzeari ostiko batez jo dio begitartea, eta hain bortitzki nun han berean zendu baitu lurrerat hil gogorra. xyxy=(893,187,1128,258)
article-paragraph: HONDURAS-ko errepublika ttipian, buru berokek garbiatu dituzte gobernamenduko tropak gudu batean, eta beretu dute La Cerba delako hiria. xyxy=(893,898,1128,954)
on-demande-text: JEUNE HOMME ayant accompli son service militaire, sachant parler le basque et possédant quelques notions de comptabilité. Bons appointements de début. xyxy=(1311,443,1392,643)
article-paragraph: tan jendea emendatuz doalarik, Frantzian aldiz urthetik urthera gutituz doala. xyxy=(397,80,632,121)
article-paragraph: Gure « autobusak » — Karraskan dabiltza harat eta huna, Camborat eta Baionarat. xyxy=(1141,1046,1376,1088)
article-paragraph: Holakoetan lehenbailehen ernatzeko da : lehenik zakur ausikitzalea errabiatua denez jakiteko, dudan marechalari bisitarazi; eta gero errabiatuat eziegitean zakurra, joaiteko hor harat, bezala luzatu gabe. xyxy=(1141,1434,1376,1519)
column-2 xyxy=(397,79,632,2519)
asterism-divider: ⁂ xyxy=(509,1101,519,1112)
article-paragraph: Valde penas mendi bichkarrean, polizak hatzeman du armaz leherra karlista baten etchean. xyxy=(893,590,1128,632)
section-heading: Canadatik xyxy=(229,1900,304,1914)
article-paragraph: Jainkoaren madarizionea beren gainerat jauts-arazirik, ustez hobeki izan gogoak, bana bertze, ikusiko dire gaizkiago, buru bakotcharik ez bada bertzetik. Merezi dutena baizik ez baitute. xyxy=(397,1024,632,1095)
article-paragraph: Bainan erroak achalago, lur hormak harrotu harian zituen bihiak, orai non ditu? Han, ori, airean, azpiko lur tinki eta gainoko lur harro, bien arteko huts hartarik haurrik daudela eta goserik, gaicho erroak. Goiti ezin itzul, beheiti ezin hel, hazkurriari lotzeko. xyxy=(645,849,880,949)
article-paragraph: Marseille-ko herriko etchean, ebatsi dituzte hogoi mila libera. xyxy=(893,280,1128,307)
article-paragraph: Izurria deitzen den eritasun izigarria hedatzen ari da Mandcharia delako eskualde guzian. Milaka dire hortarik hil direnak. Berrogoi-ta-zortzi orenik barnean, bederatzi chun hil dira Kherbine izena duen hiri bakarrean. xyxy=(149,2033,384,2118)
article-paragraph: Barcelona-ko inguruetan, bortz untzi ttipi galdu dire tempesta batean. Hamalau arrantzale itho dire. xyxy=(893,1350,1128,1391)
section-heading: Orena xyxy=(244,672,289,686)
article-paragraph: Kampainak eta oro hartzen ari ditzena hau, hiriztan da sartuna, eta kasik hartua hein guzietako jendetan; handienetarik ttipienetaraino, non ez diren bertzen bizkarrean biziz. xyxy=(397,763,632,833)
column-4 xyxy=(893,79,1128,2031)
article-paragraph: Bertze sail bat bazi orduko, ezin gure mandoaz bertzeak egin, hetan ekiteko ere, bainan eskuko erdiraren gaztiamenez; aitzik ere ez baitzen, eta hainbertze gauza iragan. xyxy=(397,2164,632,2234)
ad-line: ZOAZTE-BEZTITZERAT xyxy=(1153,754,1364,774)
article-paragraph: Gero eta gehiago mintzo da jendea : etche handi heien jabeek ez dutela nahi aloguerriak haurrik duten senhar-emazterik. — Zergatiko? — Zeren estai bat haurdunei aloi balezote, nehor ez bailuke bertze estaietako izan nahi, aizkek beta bizia, balin bauzkake, edo nekez bizki. xyxy=(397,1634,632,1734)
article-paragraph: Nork ere atzemanten baitu sar ederra ukhanen du. xyxy=(1141,1012,1376,1040)
divider-line xyxy=(914,1483,1107,1484)
section-heading: Arabiatik xyxy=(232,1715,300,1728)
article-paragraph: Deputatuen baimena behar da orai. Ez da dudarik hori ere laster izanen dela. xyxy=(149,919,384,946)
article-paragraph: Haur lerro baten haztea, giristinoki altchatzeko, lehenago ahal aguia zikin etzan orduan zitzakoan. Bainan gisa hartako hautsiok esku guziak; bainan zen aski lehengoa bezalakoa. xyxy=(397,593,632,664)
divider-line xyxy=(1162,435,1355,436)
article-paragraph: Garazko aldetik zinkurina bera. Nehork ez jakin zer egin. Delako gaitza zer gaitz den, eta zerbait hedala, egun; igortzen dauku Gazitar adelbakide batek. xyxy=(645,1350,880,1406)
article-paragraph: behiak, eta balinbaduzu hauta, zangoak arin, behatzak ttipi ditutenetarik uztar. Emozute gibeletik ambil edo mutho leherzeko tresna hura; zurezko edo harritko, duzuna. Eta terren-ten, ten, bidez bidez hil zaitezure egi alverrerat. xyxy=(645,80,880,165)
section-heading: FRANTZIAN xyxy=(645,1944,721,1957)
price-row: Oilasko parea : 4 libera. xyxy=(1157,1678,1287,1691)
column-separator xyxy=(1134,79,1136,1971)
column-separator xyxy=(390,79,392,1971)
asterism-divider: ⁂ xyxy=(1006,264,1015,275)
